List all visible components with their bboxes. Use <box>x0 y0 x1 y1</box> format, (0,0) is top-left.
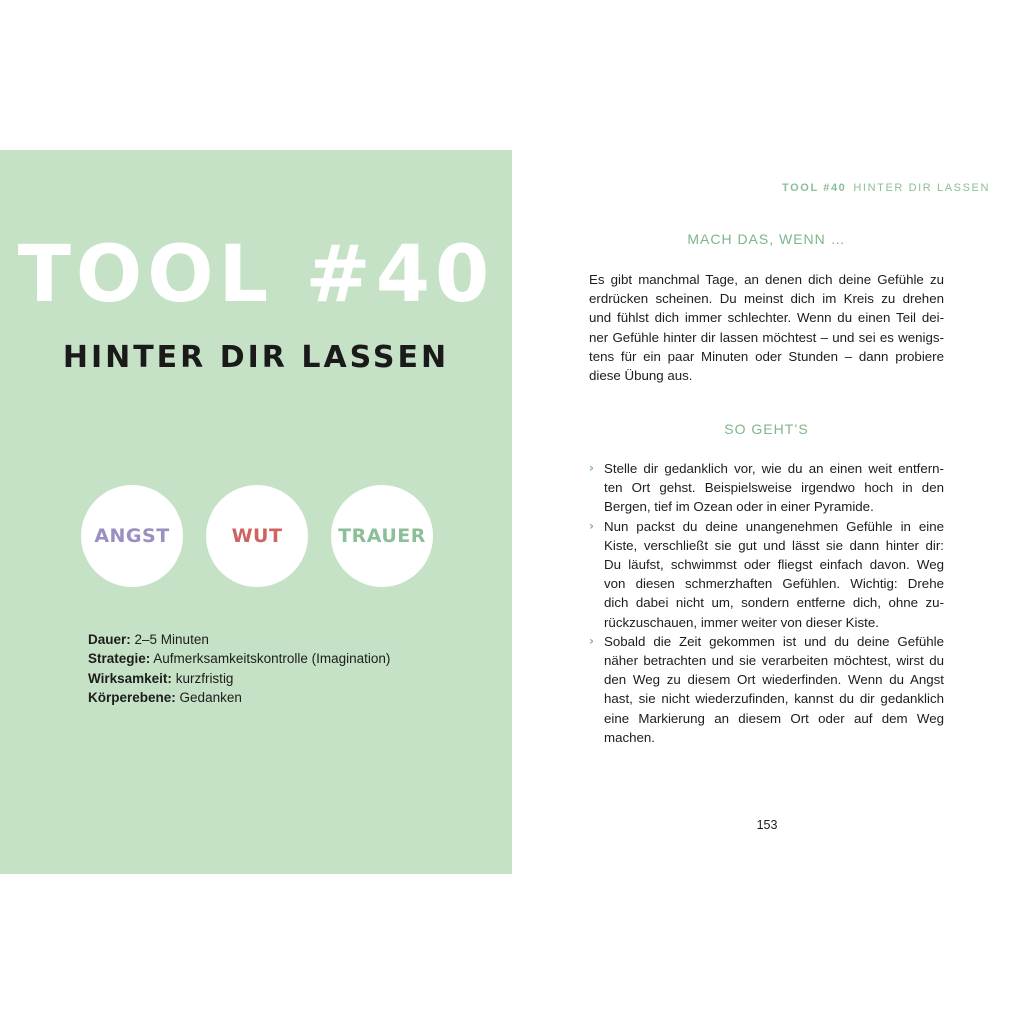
step-line: den Weg zu diesem Ort wiederfinden. Wenn du Angst <box>604 672 944 688</box>
when-heading: MACH DAS, WENN … <box>687 231 846 247</box>
intro-line: Es gibt manchmal Tage, an denen dich deine Gefühle zu <box>589 272 944 287</box>
step-line: ten Ort gehst. Beispielsweise irgendwo hoch in den <box>604 480 944 496</box>
tool-subtitle: HINTER DIR LASSEN <box>62 340 450 375</box>
step-line: Stelle dir gedanklich vor, wie du an einen weit entfern- <box>604 461 944 476</box>
how-heading: SO GEHT’S <box>724 421 809 437</box>
tool-number-title: TOOL #40 <box>17 230 495 320</box>
step-line: rückzuschauen, immer weiter von dieser Kiste. <box>604 614 879 630</box>
emotion-badge-trauer <box>331 485 433 587</box>
step-marker-icon: › <box>589 518 594 533</box>
meta-effectiveness <box>88 669 390 688</box>
meta-body-level <box>88 688 390 707</box>
steps-list <box>589 459 944 747</box>
step-line: Bergen, tief im Ozean oder in einer Pyramide. <box>604 499 874 515</box>
step-line: Sobald die Zeit gekommen ist und du deine Gefühle <box>604 633 944 649</box>
step-marker-icon: › <box>589 461 594 475</box>
meta-key: Strategie: <box>88 651 151 667</box>
meta-duration <box>88 630 390 649</box>
step-line: Nun packst du deine unangenehmen Gefühle in eine <box>604 518 944 534</box>
step-marker-icon: › <box>589 633 594 648</box>
intro-line: erdrücken scheinen. Du meinst dich im Kreis zu drehen <box>589 291 944 307</box>
tool-meta-info <box>88 630 390 707</box>
meta-value: 2–5 Minuten <box>134 632 209 647</box>
step-line: hast, sie nicht wiederzufinden, kannst du dir gedanklich <box>604 691 944 707</box>
step-item <box>589 632 944 747</box>
step-line: Du läufst, schwimmst oder fliegst einfach davon. Weg <box>604 557 944 573</box>
intro-paragraph <box>589 270 944 385</box>
emotion-label: ANGST <box>94 525 170 547</box>
meta-key: Körperebene: <box>88 689 176 705</box>
emotion-label: WUT <box>231 525 283 547</box>
meta-strategy <box>88 649 390 668</box>
step-line: Kiste, verschließt sie gut und lässt sie dann hinter dir: <box>604 537 944 553</box>
step-line: dich dabei nicht um, sondern entferne dich, ohne zu- <box>604 595 944 611</box>
page-number: 153 <box>756 818 778 832</box>
intro-line: und fühlst dich immer schlechter. Wenn du einen Teil dei- <box>589 310 944 326</box>
intro-line: diese Übung aus. <box>589 368 693 384</box>
meta-key: Wirksamkeit: <box>88 670 172 686</box>
intro-line: tens für ein paar Minuten oder Stunden – dann probiere <box>589 348 944 364</box>
emotion-badge-wut <box>206 485 308 587</box>
meta-value: Gedanken <box>179 689 242 705</box>
emotion-badge-angst <box>81 485 183 587</box>
running-head <box>782 182 990 194</box>
emotion-label: TRAUER <box>338 525 426 547</box>
step-line: von diesen schmerzhaften Gefühlen. Wichtig: Drehe <box>604 576 944 592</box>
step-item <box>589 459 944 517</box>
meta-value: kurzfristig <box>175 670 234 686</box>
running-head-title: HINTER DIR LASSEN <box>853 182 990 194</box>
step-item <box>589 517 944 632</box>
intro-line: ner Gefühle hinter dir lassen möchtest – und sei es wenigs- <box>589 329 944 345</box>
running-head-tool: TOOL #40 <box>782 182 847 194</box>
step-line: machen. <box>604 729 655 745</box>
meta-key: Dauer: <box>88 632 131 647</box>
step-line: eine Markierung an diesem Ort oder auf dem Weg <box>604 710 944 726</box>
meta-value: Aufmerksamkeitskontrolle (Imagination) <box>153 651 391 667</box>
step-line: näher betrachten und sie verarbeiten möchtest, wirst du <box>604 653 944 669</box>
